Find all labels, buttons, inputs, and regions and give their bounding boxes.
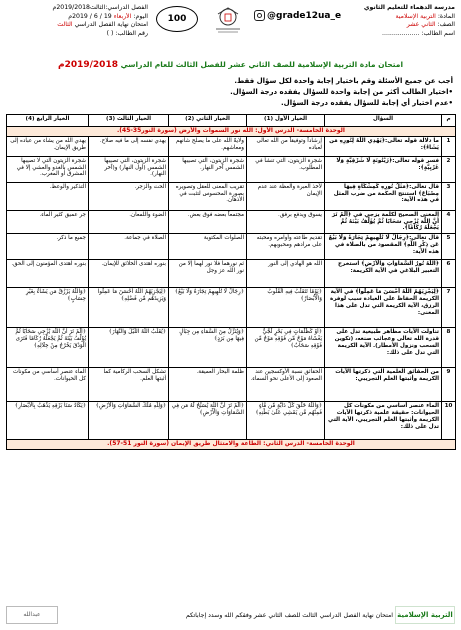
brand-handle: @grade12ua_e bbox=[254, 10, 341, 26]
signature-stamp: عبدالله bbox=[6, 606, 58, 624]
choice-4[interactable]: الماء عنصر أساسي من مكونات كل الحيوانات. bbox=[7, 368, 89, 402]
choice-4[interactable]: شجرة الزيتون التي لا تصيبها الشمس بالغدو والعشي إلا في المشرق أو المغرب. bbox=[7, 156, 89, 182]
choice-1[interactable]: شجرة الزيتون، التي تنشأ في المطلوب. bbox=[247, 156, 325, 182]
questions-table bbox=[6, 114, 456, 450]
question-text: الماء عنصر أساسي من مكونات كل الحيوانات: حقيقة علمية ذكرتها الآيات الكريمة وأثبتها العلم التجريبي، الآية التي تدل على ذلك: bbox=[325, 402, 442, 440]
choice-3[interactable]: الضوء واللمعان. bbox=[89, 210, 169, 233]
choice-3[interactable]: الحث والزجر. bbox=[89, 182, 169, 210]
choice-1[interactable]: ﴿يَوْمًا تَتَقَلَّبُ فِيهِ الْقُلُوبُ وَالْأَبْصَارُ﴾ bbox=[247, 288, 325, 328]
table-row bbox=[7, 328, 456, 368]
question-text: ﴿لِيَجْزِيَهُمُ اللَّهُ أَحْسَنَ مَا عَمِلُوا﴾ في الآية الكريمة الحفاظ على العبادة سبب لوفرة الرزق، الآية الكريمة التي تدل على هذا المعنى: bbox=[325, 288, 442, 328]
footer-text: امتحان نهاية الفصل الدراسي الثالث للصف الثاني عشر وفقكم الله وسدد إجاباتكم bbox=[185, 612, 393, 619]
table-row bbox=[7, 402, 456, 440]
choice-2[interactable]: مجتمعاً بعضه فوق بعض. bbox=[169, 210, 247, 233]
exam-line: امتحان نهاية الفصل الدراسي الثالث bbox=[57, 21, 148, 29]
col-header-question: السؤال bbox=[325, 115, 442, 127]
choice-4[interactable]: ﴿وَاللَّهُ يَرْزُقُ مَن يَشَاءُ بِغَيْرِ حِسَابٍ﴾ bbox=[7, 288, 89, 328]
question-number[interactable]: 1 bbox=[442, 136, 456, 156]
unit-row bbox=[7, 440, 456, 450]
uae-emblem-icon bbox=[212, 4, 244, 34]
exam-header bbox=[6, 4, 455, 58]
choice-3[interactable]: ﴿وَلِلَّهِ مُلْكُ السَّمَاوَاتِ وَالْأَرْضِ﴾ bbox=[89, 402, 169, 440]
table-row bbox=[7, 156, 456, 182]
question-text: قال تعالى:﴿مَثَلُ نُورِهِ كَمِشْكَاةٍ فِيهَا مِصْبَاحٌ﴾ استنتج الحكمة من ضرب المثل في هذه الآية: bbox=[325, 182, 442, 210]
choice-3[interactable]: ﴿لِيَجْزِيَهُمُ اللَّهُ أَحْسَنَ مَا عَمِلُوا وَيَزِيدَهُم مِّن فَضْلِهِ﴾ bbox=[89, 288, 169, 328]
choice-3[interactable]: بنوره اهتدى الخلائق للإيمان. bbox=[89, 260, 169, 288]
table-row bbox=[7, 288, 456, 328]
question-number[interactable]: 2 bbox=[442, 156, 456, 182]
choice-2[interactable]: ولايةً الله على ما يصلح شأنهم ومعاشهم. bbox=[169, 136, 247, 156]
choice-4[interactable]: جميع ما ذكر. bbox=[7, 234, 89, 260]
instruction-item: •عدم اختيار أي إجابة للسؤال يفقده درجة السؤال. bbox=[280, 99, 453, 107]
question-number[interactable]: 4 bbox=[442, 210, 456, 233]
question-text: ما دلالة قوله تعالى:﴿يَهْدِي اللَّهُ لِنُورِهِ مَن يَشَاءُ﴾: bbox=[325, 136, 442, 156]
col-header-choice-4: الخيار الرابع (4) bbox=[7, 115, 89, 127]
unit-title: الوحدة الخامسة- الدرس الأول: الله نور السموات والأرض (سورة النور35-45). bbox=[7, 127, 456, 137]
choice-3[interactable]: ﴿يُقَلِّبُ اللَّهُ اللَّيْلَ وَالنَّهَارَ﴾ bbox=[89, 328, 169, 368]
table-row bbox=[7, 210, 456, 233]
choice-4[interactable]: ﴿أَلَمْ تَرَ أَنَّ اللَّهَ يُزْجِي سَحَابًا ثُمَّ يُؤَلِّفُ بَيْنَهُ ثُمَّ يَجْعَلُهُ رُكَامًا فَتَرَى الْوَدْقَ يَخْرُجُ مِنْ خِلَالِهِ﴾ bbox=[7, 328, 89, 368]
question-text: تناولت الآيات مظاهر طبيعية تدل على قدرة الله تعالى وعجائب صنعه، (تكوين السحب ونزول الأمطار). الآية الكريمة التي تدل على ذلك: bbox=[325, 328, 442, 368]
question-number[interactable]: 6 bbox=[442, 260, 456, 288]
choice-3[interactable]: تشكل السحب الركامية كما أثبتها العلم. bbox=[89, 368, 169, 402]
table-header-row bbox=[7, 115, 456, 127]
page-footer bbox=[6, 606, 455, 624]
grade-line: الصف: الثاني عشر bbox=[406, 21, 455, 29]
choice-3[interactable]: شجرة الزيتون، التي تصيبها الشمس (أول النهار) و(آخر النهار). bbox=[89, 156, 169, 182]
choice-1[interactable]: يسوق ويدفع برفق. bbox=[247, 210, 325, 233]
choice-2[interactable]: ﴿رِجَالٌ لَّا تُلْهِيهِمْ تِجَارَةٌ وَلَا بَيْعٌ﴾ bbox=[169, 288, 247, 328]
unit-row bbox=[7, 127, 456, 137]
instagram-icon bbox=[254, 10, 265, 21]
table-row bbox=[7, 234, 456, 260]
question-text: قال تعالى:﴿رِجَالٌ لَّا تُلْهِيهِمْ تِجَارَةٌ وَلَا بَيْعٌ عَن ذِكْرِ اللَّهِ﴾ المقصود من بالصلاة في هذه الآية: bbox=[325, 234, 442, 260]
seat-line: رقم الطالب: ( ) bbox=[106, 29, 148, 37]
table-row bbox=[7, 368, 456, 402]
question-text: من الحقائق العلمية التي ذكرتها الآيات الكريمة وأثبتها العلم التجريبي: bbox=[325, 368, 442, 402]
col-header-choice-1: الخيار الأول (1) bbox=[247, 115, 325, 127]
question-text: المعنى الصحيح لكلمة يزجي في ﴿أَلَمْ تَرَ أَنَّ اللَّهَ يُزْجِي سَحَابًا ثُمَّ يُؤَلِّفُ بَيْنَهُ ثُمَّ يَجْعَلُهُ رُكَامًا﴾. bbox=[325, 210, 442, 233]
choice-1[interactable]: الحقائق نسبة الأوكسجين عند الصعود إلى الأعلى نحو السماء. bbox=[247, 368, 325, 402]
choice-2[interactable]: ﴿وَيُنَزِّلُ مِنَ السَّمَاءِ مِن جِبَالٍ فِيهَا مِن بَرَدٍ﴾ bbox=[169, 328, 247, 368]
question-text: فسر قوله تعالى:﴿زَيْتُونَةٍ لَّا شَرْقِيَّةٍ وَلَا غَرْبِيَّةٍ﴾: bbox=[325, 156, 442, 182]
instruction-item: أجب عن جميع الأسئلة وقم باختيار إجابة واحدة لكل سؤال فقط. bbox=[234, 77, 453, 85]
choice-2[interactable]: الصلوات المكتوبة bbox=[169, 234, 247, 260]
student-line: اسم الطالب: ................... bbox=[382, 29, 455, 37]
choice-1[interactable]: إرشاداً وتوفيقاً من الله تعالى لعباده bbox=[247, 136, 325, 156]
exam-title: امتحان مادة التربية الإسلامية للصف الثاني عشر للفصل الثالث للعام الدراسي 2019/2018م bbox=[57, 60, 404, 70]
question-number[interactable]: 7 bbox=[442, 288, 456, 328]
subject-line: المادة: التربية الإسلامية bbox=[395, 12, 455, 20]
choice-4[interactable]: بنوره اهتدى المؤمنون إلى الحق. bbox=[7, 260, 89, 288]
question-number[interactable]: 8 bbox=[442, 328, 456, 368]
choice-2[interactable]: ظلمة البحار العميقة. bbox=[169, 368, 247, 402]
col-header-choice-2: الخيار الثاني (2) bbox=[169, 115, 247, 127]
choice-2[interactable]: شجرة الزيتون، التي تصيبها الشمس آخر النهار. bbox=[169, 156, 247, 182]
choice-4[interactable]: التذكير والوعظ. bbox=[7, 182, 89, 210]
instruction-item: •اختيار الطالب أكثر من إجابة واحدة للسؤال يفقده درجة السؤال. bbox=[230, 88, 453, 96]
choice-1[interactable]: تقديم طاعته وأوامره ومحبته على مرادهم ومحبوبهم. bbox=[247, 234, 325, 260]
header-left-block bbox=[6, 4, 148, 38]
question-number[interactable]: 10 bbox=[442, 402, 456, 440]
school-name: مدرسة الدهماء للتعليم الثانوي bbox=[363, 4, 455, 11]
instructions bbox=[73, 76, 453, 109]
choice-4[interactable]: يهدي الله من يشاء من عباده إلى طريق الإيمان. bbox=[7, 136, 89, 156]
choice-2[interactable]: ﴿أَلَمْ تَرَ أَنَّ اللَّهَ يُسَبِّحُ لَهُ مَن فِي السَّمَاوَاتِ وَالْأَرْضِ﴾ bbox=[169, 402, 247, 440]
question-number[interactable]: 9 bbox=[442, 368, 456, 402]
choice-1[interactable]: ﴿وَاللَّهُ خَلَقَ كُلَّ دَابَّةٍ مِّن مَّاءٍ فَمِنْهُم مَّن يَمْشِي عَلَىٰ بَطْنِهِ﴾ bbox=[247, 402, 325, 440]
choice-1[interactable]: الله هو الهادي إلى النور bbox=[247, 260, 325, 288]
score-oval: 100 bbox=[156, 6, 198, 32]
choice-3[interactable]: يهدي نفسه إلى ما فيه صلاح. bbox=[89, 136, 169, 156]
choice-4[interactable]: ﴿يَكَادُ سَنَا بَرْقِهِ يَذْهَبُ بِالْأَبْصَارِ﴾ bbox=[7, 402, 89, 440]
choice-1[interactable]: لأخذ العبرة والعظة عند عدم الإيمان bbox=[247, 182, 325, 210]
day-line: اليوم: الأربعاء 19 / 6 / 2019م bbox=[68, 12, 148, 20]
subject-logo: التربية الإسلامية bbox=[395, 606, 455, 624]
choice-3[interactable]: الصلاة في جماعة. bbox=[89, 234, 169, 260]
question-text: ﴿اللَّهُ نُورُ السَّمَاوَاتِ وَالْأَرْضِ﴾ استخرج التعبير البلاغي في الآية الكريمة: bbox=[325, 260, 442, 288]
col-header-num: م bbox=[442, 115, 456, 127]
choice-4[interactable]: جر عميق كثير الماء. bbox=[7, 210, 89, 233]
question-number[interactable]: 5 bbox=[442, 234, 456, 260]
table-row bbox=[7, 182, 456, 210]
unit-title: الوحدة الخامسة- الدرس الثاني: الطاعة والامتثال طريق الإيمان (سورة النور 51-57). bbox=[7, 440, 456, 450]
col-header-choice-3: الخيار الثالث (3) bbox=[89, 115, 169, 127]
table-row bbox=[7, 136, 456, 156]
term-line: الفصل الدراسي:الثالث2019/2018م bbox=[52, 4, 148, 11]
choice-1[interactable]: ﴿أَوْ كَظُلُمَاتٍ فِي بَحْرٍ لُّجِّيٍّ يَغْشَاهُ مَوْجٌ مِّن فَوْقِهِ مَوْجٌ مِّن فَوْقِهِ سَحَابٌ﴾ bbox=[247, 328, 325, 368]
table-row bbox=[7, 260, 456, 288]
choice-2[interactable]: تقريب المعنى للعقل وتصويره بصورة المحسوس لتثبت في الأذهان. bbox=[169, 182, 247, 210]
choice-2[interactable]: ثم نورهما فلا نور لهما إلا من نور الله عز وجل bbox=[169, 260, 247, 288]
header-right-block bbox=[337, 4, 455, 38]
question-number[interactable]: 3 bbox=[442, 182, 456, 210]
